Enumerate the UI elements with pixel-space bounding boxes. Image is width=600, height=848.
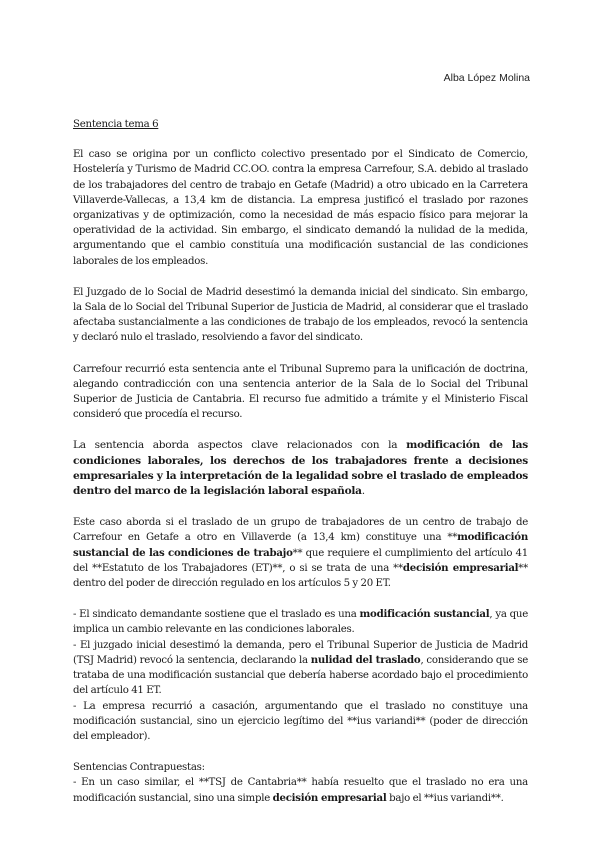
key-aspects-bold: modificación de las condiciones laborales, los derechos de los trabajadores frente a decisiones empresariales y la interpretación de la legalidad sobre el traslado de empleados dentro del marco de la legislación laboral española: [73, 439, 528, 498]
key-aspects-intro: La sentencia aborda aspectos clave relacionados con la: [73, 439, 407, 452]
contrapuestas-title: Sentencias Contrapuestas:: [73, 762, 205, 774]
case-question-text-2: ** que requiere el cumplimiento del artículo 41 del **Estatuto de los Trabajadores (ET)**, o si se trata de una **: [73, 547, 528, 574]
bullet2-text-2: , considerando que se trataba de una modificación sustancial que debería haberse acordado bajo el procedimiento del artículo 41 ET.: [73, 654, 529, 697]
author-name: Alba López Molina: [443, 72, 530, 84]
bullet-court-rulings: [73, 638, 528, 699]
case-question-text-1: Este caso aborda si el traslado de un grupo de trabajadores de un centro de trabajo de Carrefour en Getafe a otro en Villaverde (a 13,4 km) constituye una **: [73, 517, 528, 544]
contrapuestas-bold: decisión empresarial: [272, 791, 387, 804]
case-question-bold-2: decisión empresarial: [402, 561, 519, 574]
document-body: [73, 117, 528, 806]
bullet-union-position: [73, 607, 528, 637]
paragraph-supreme-court-appeal: Carrefour recurrió esta sentencia ante el Tribunal Supremo para la unificación de doctrina, alegando contradicción con una sentencia anterior de la Sala de lo Social del Tribunal Superior de Justicia de Cantabria. El recurso fue admitido a trámite y el Ministerio Fiscal consideró que procedía el recurso.: [73, 363, 528, 421]
bullet1-bold: modificación sustancial: [359, 608, 490, 621]
case-question-bold-1: modificación sustancial de las condiciones de trabajo: [73, 531, 528, 559]
contrapuestas-item: [73, 775, 528, 805]
key-aspects-end: .: [361, 485, 365, 498]
paragraph-lower-courts: El Juzgado de lo Social de Madrid desestimó la demanda inicial del sindicato. Sin embargo, la Sala de lo Social del Tribunal Superior de Justicia de Madrid, al considerar que el traslado afectaba sustancialmente a las condiciones de trabajo de los empleados, revocó la sentencia y declaró nulo el traslado, resolviendo a favor del sindicato.: [73, 286, 528, 344]
section-title: Sentencia tema 6: [73, 119, 159, 130]
paragraph-key-aspects: [73, 438, 528, 499]
bullet2-text-1: - El juzgado inicial desestimó la demanda, pero el Tribunal Superior de Justicia de Madrid (TSJ Madrid) revocó la sentencia, declarando la: [73, 639, 528, 666]
bullet-company-appeal: - La empresa recurrió a casación, argumentando que el traslado no constituye una modificación sustancial, sino un ejercicio legítimo del **ius variandi** (poder de dirección del empleador).: [73, 700, 528, 742]
bullet2-bold: nulidad del traslado: [310, 653, 421, 666]
paragraph-case-origin: El caso se origina por un conflicto colectivo presentado por el Sindicato de Comercio, Hostelería y Turismo de Madrid CC.OO. contra la empresa Carrefour, S.A. debido al traslado de los trabajadores del centro de trabajo en Getafe (Madrid) a otro ubicado en la Carretera Villaverde-Vallecas, a 13,4 km de distancia. La empresa justificó el traslado por razones organizativas y de optimización, como la necesidad de más espacio físico para mejorar la operatividad de la actividad. Sin embargo, el sindicato demandó la nulidad de la medida, argumentando que el cambio constituía una modificación sustancial de las condiciones laborales de los empleados.: [73, 149, 528, 267]
paragraph-case-question: [73, 515, 528, 591]
bullet1-text-2: , ya que implica un cambio relevante en las condiciones laborales.: [73, 609, 528, 636]
bullet1-text-1: - El sindicato demandante sostiene que el traslado es una: [73, 609, 360, 621]
contrapuestas-text-1: - En un caso similar, el **TSJ de Cantabria** había resuelto que el traslado no era una modificación sustancial, sino una simple: [73, 777, 528, 804]
case-question-text-3: ** dentro del poder de dirección regulado en los artículos 5 y 20 ET.: [73, 562, 528, 590]
contrapuestas-text-2: bajo el **ius variandi**.: [386, 792, 504, 804]
